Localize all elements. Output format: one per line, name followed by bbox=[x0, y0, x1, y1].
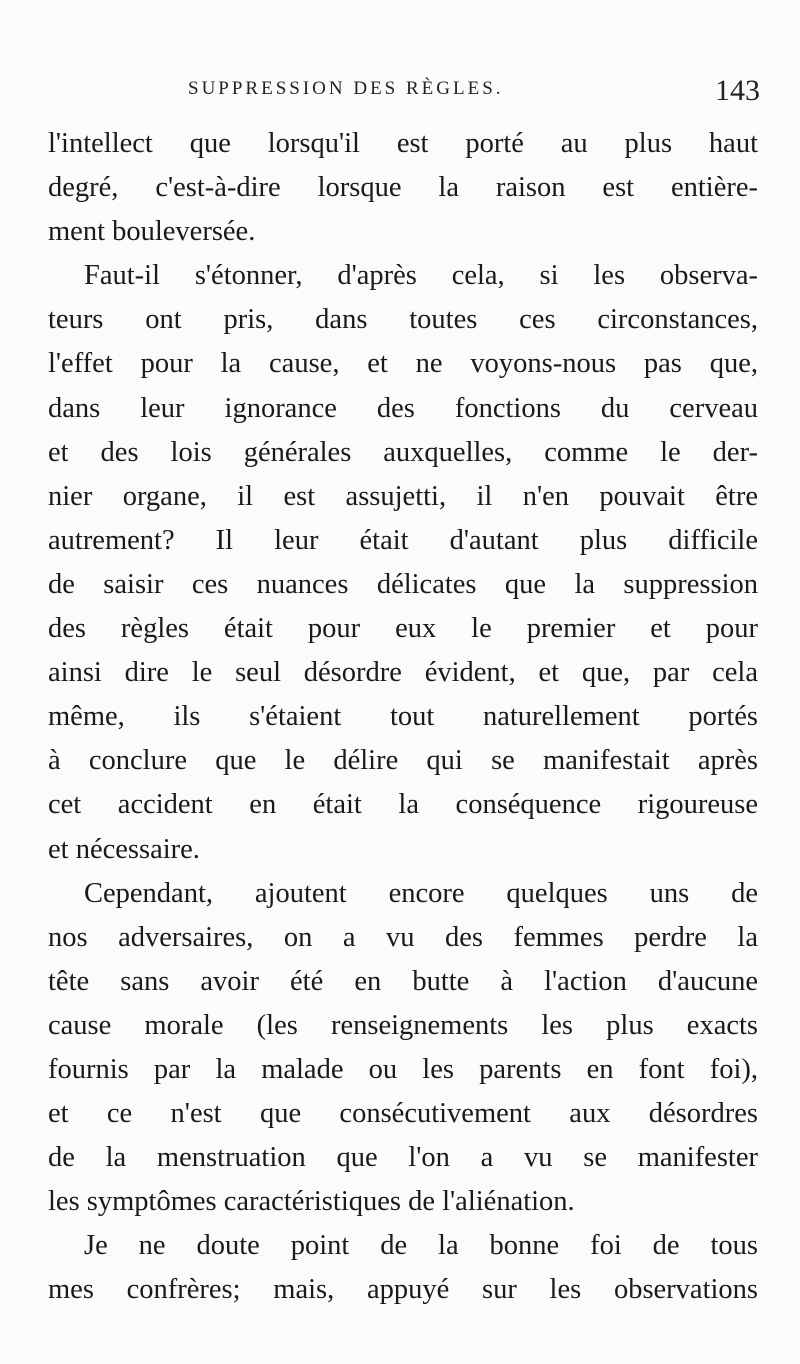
text-line: teurs ont pris, dans toutes ces circonstances, bbox=[48, 304, 758, 336]
text-line: et nécessaire. bbox=[48, 833, 200, 865]
text-line: Je ne doute point de la bonne foi de tous bbox=[84, 1230, 758, 1262]
text-line: dans leur ignorance des fonctions du cerveau bbox=[48, 392, 758, 424]
text-line: cause morale (les renseignements les plus exacts bbox=[48, 1009, 758, 1041]
text-line: et ce n'est que consécutivement aux désordres bbox=[48, 1098, 758, 1130]
text-line: et des lois générales auxquelles, comme le der- bbox=[48, 436, 758, 468]
text-line: Cependant, ajoutent encore quelques uns de bbox=[84, 877, 758, 909]
page-header bbox=[48, 74, 760, 108]
text-line: à conclure que le délire qui se manifestait après bbox=[48, 745, 758, 777]
text-line: mes confrères; mais, appuyé sur les observations bbox=[48, 1274, 758, 1306]
body-text bbox=[48, 122, 758, 1313]
text-line: nier organe, il est assujetti, il n'en pouvait être bbox=[48, 480, 758, 512]
running-title: SUPPRESSION DES RÈGLES. bbox=[188, 78, 504, 99]
text-line: des règles était pour eux le premier et pour bbox=[48, 613, 758, 645]
text-line: autrement? Il leur était d'autant plus difficile bbox=[48, 524, 758, 556]
text-line: Faut-il s'étonner, d'après cela, si les observa- bbox=[84, 260, 758, 292]
text-line: les symptômes caractéristiques de l'aliénation. bbox=[48, 1186, 575, 1218]
text-line: de la menstruation que l'on a vu se manifester bbox=[48, 1142, 758, 1174]
text-line: degré, c'est-à-dire lorsque la raison est entière- bbox=[48, 172, 758, 204]
text-line: tête sans avoir été en butte à l'action d'aucune bbox=[48, 965, 758, 997]
text-line: l'intellect que lorsqu'il est porté au plus haut bbox=[48, 128, 758, 159]
text-line: ment bouleversée. bbox=[48, 216, 256, 248]
text-line: cet accident en était la conséquence rigoureuse bbox=[48, 789, 758, 821]
text-line: même, ils s'étaient tout naturellement portés bbox=[48, 701, 758, 733]
text-line: nos adversaires, on a vu des femmes perdre la bbox=[48, 921, 758, 953]
page-number: 143 bbox=[715, 74, 760, 107]
text-line: l'effet pour la cause, et ne voyons-nous pas que, bbox=[48, 348, 758, 380]
text-line: fournis par la malade ou les parents en font foi), bbox=[48, 1053, 758, 1085]
text-line: ainsi dire le seul désordre évident, et que, par cela bbox=[48, 657, 758, 689]
text-line: de saisir ces nuances délicates que la suppression bbox=[48, 568, 758, 600]
